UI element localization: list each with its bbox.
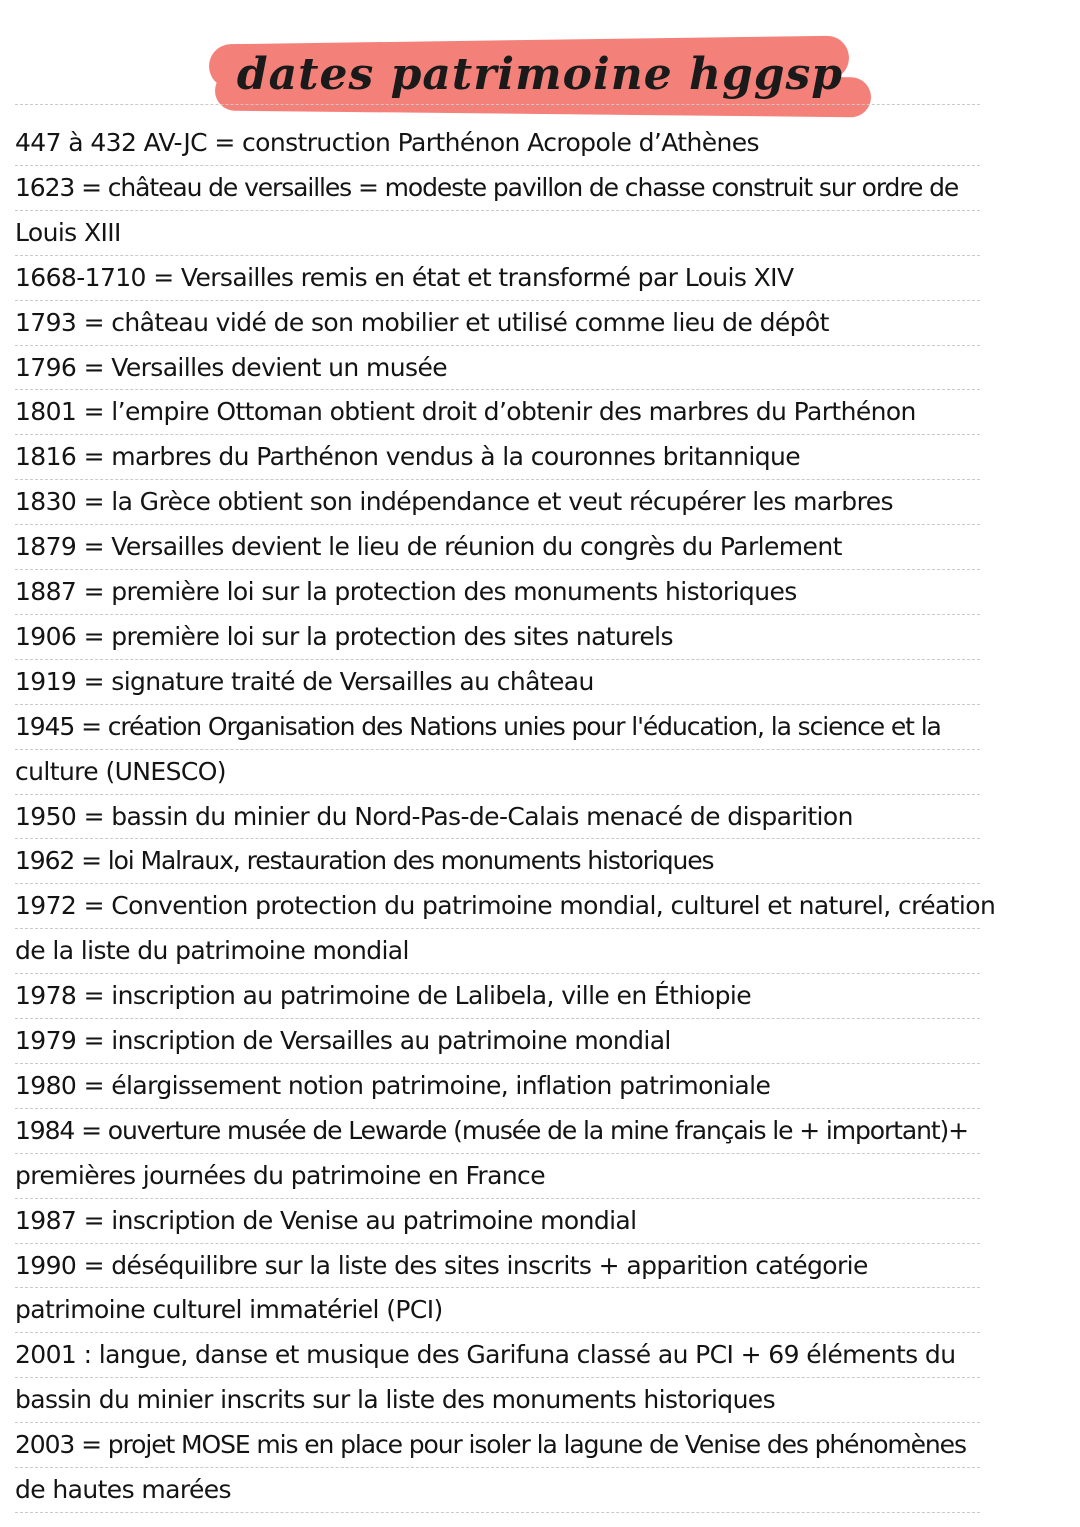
date-entry-line: 1816 = marbres du Parthénon vendus à la couronnes britannique [15,442,801,472]
date-entry-line: 1980 = élargissement notion patrimoine, inflation patrimoniale [15,1070,771,1100]
date-entry-line: 1962 = loi Malraux, restauration des monuments historiques [15,846,714,876]
date-entry-line: 447 à 432 AV-JC = construction Parthénon Acropole d’Athènes [15,128,759,157]
date-entry-line: 1984 = ouverture musée de Lewarde (musée de la mine français le + important)+ [15,1115,969,1145]
date-entry-line: premières journées du patrimoine en France [15,1160,545,1190]
date-entry-line: 1945 = création Organisation des Nations unies pour l'éducation, la science et la [15,711,941,741]
date-entry-line: 1623 = château de versailles = modeste pavillon de chasse construit sur ordre de [15,172,959,202]
date-entry-line: 1950 = bassin du minier du Nord-Pas-de-Calais menacé de disparition [15,801,853,831]
date-entry-line: 1879 = Versailles devient le lieu de réunion du congrès du Parlement [15,532,842,562]
date-entry-line: de la liste du patrimoine mondial [15,936,409,966]
date-entry-line: patrimoine culturel immatériel (PCI) [15,1295,443,1325]
date-entry-line: 1979 = inscription de Versailles au patrimoine mondial [15,1026,671,1055]
ruled-line [15,1512,980,1513]
title-block [205,34,875,122]
date-entry-line: 1668-1710 = Versailles remis en état et transformé par Louis XIV [15,262,794,292]
date-entry-line: de hautes marées [15,1475,231,1504]
date-entry-line: 1906 = première loi sur la protection des sites naturels [15,621,673,651]
date-entry-line: 1919 = signature traité de Versailles au château [15,666,594,696]
date-entry-line: 1978 = inscription au patrimoine de Lalibela, ville en Éthiopie [15,981,752,1011]
date-entry-line: 2003 = projet MOSE mis en place pour isoler la lagune de Venise des phénomènes [15,1430,966,1460]
date-entry-line: 1972 = Convention protection du patrimoine mondial, culturel et naturel, création [15,891,996,921]
date-entry-line: 1796 = Versailles devient un musée [15,352,448,382]
date-entry-line: 1801 = l’empire Ottoman obtient droit d’obtenir des marbres du Parthénon [15,397,916,427]
date-entry-line: 1990 = déséquilibre sur la liste des sites inscrits + apparition catégorie [15,1250,868,1280]
date-entry-line: 1987 = inscription de Venise au patrimoine mondial [15,1205,637,1235]
page-title: dates patrimoine hggsp [236,49,844,100]
date-entry-line: Louis XIII [15,217,121,247]
date-entry-line: 1793 = château vidé de son mobilier et utilisé comme lieu de dépôt [15,307,829,337]
date-entry-line: culture (UNESCO) [15,756,226,786]
date-entry-line: bassin du minier inscrits sur la liste des monuments historiques [15,1385,776,1415]
date-entry-line: 1830 = la Grèce obtient son indépendance et veut récupérer les marbres [15,487,893,517]
date-entry-line: 1887 = première loi sur la protection des monuments historiques [15,577,797,606]
date-entry-line: 2001 : langue, danse et musique des Garifuna classé au PCI + 69 éléments du [15,1340,956,1370]
ruled-line [15,104,980,105]
